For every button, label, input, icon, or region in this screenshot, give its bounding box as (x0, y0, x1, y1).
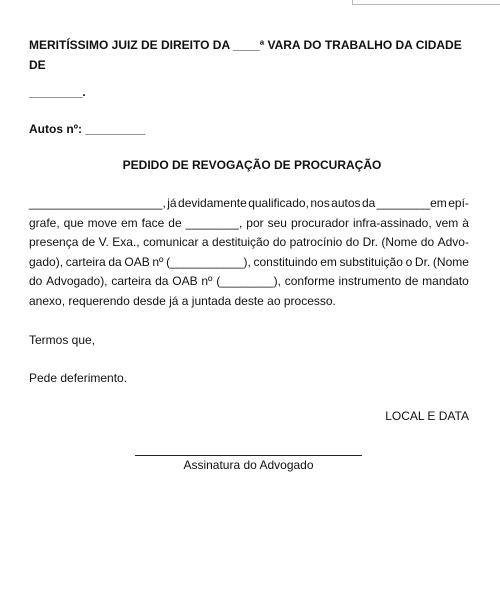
closing-phrase: Termos que, (29, 333, 96, 347)
request-phrase: Pede deferimento. (29, 371, 128, 385)
petition-paragraph (29, 194, 469, 311)
paragraph-line: grafe, que move em face de ________, por seu procurador infra-assinado, vem à (29, 215, 469, 230)
case-number: Autos nº: _________ (29, 122, 146, 136)
paragraph-line: presença de V. Exa., comunicar a destituição do patrocínio do Dr. (Nome do Advo- (29, 235, 469, 249)
signature-line (135, 455, 362, 456)
header-city-blank: ________. (29, 85, 86, 99)
paragraph-line: anexo, requerendo desde já a juntada deste ao processo. (29, 293, 336, 308)
place-and-date: LOCAL E DATA (385, 409, 469, 423)
document-body (29, 35, 469, 426)
signature-block (135, 455, 362, 473)
paragraph-line: gado), carteira da OAB nº (___________), constituindo em substituição o Dr. (Nome (29, 254, 469, 269)
header-addressee: MERITÍSSIMO JUIZ DE DIREITO DA ____ª VARA DO TRABALHO DA CIDADE DE (29, 38, 462, 72)
paragraph-line: ____________________, já devidamente qualificado, nos autos da ________em epí- (29, 196, 469, 210)
document-title: PEDIDO DE REVOGAÇÃO DE PROCURAÇÃO (122, 158, 382, 172)
paragraph-line: do Advogado), carteira da OAB nº (________), conforme instrumento de mandato (29, 274, 469, 288)
page-corner-edge (352, 0, 500, 5)
signature-label: Assinatura do Advogado (183, 458, 314, 472)
